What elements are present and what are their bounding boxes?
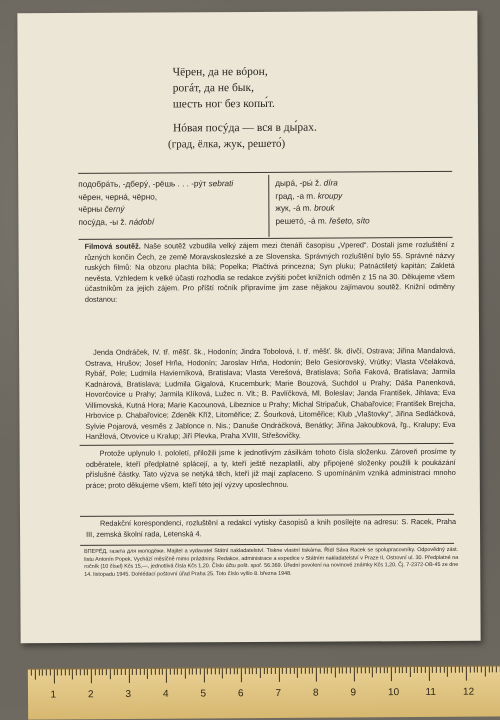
ruler-number: 5 xyxy=(200,688,206,699)
ruler-tick xyxy=(455,667,456,673)
ruler-tick xyxy=(477,667,478,673)
ruler-tick xyxy=(166,669,167,683)
vocab-entry: чёрен, чернá, чёрно, xyxy=(78,191,233,204)
ruler-tick xyxy=(282,668,283,674)
ruler-tick xyxy=(72,669,73,679)
ruler-tick xyxy=(125,669,126,675)
ruler-tick xyxy=(132,669,133,675)
ruler-tick xyxy=(91,669,92,683)
vocab-entry: дырá, -ры́ ž. díra xyxy=(275,177,369,190)
ruler-tick xyxy=(95,669,96,675)
ruler-number: 12 xyxy=(463,687,474,698)
ruler-tick xyxy=(110,669,111,679)
ruler-tick xyxy=(380,667,381,673)
ruler-tick xyxy=(113,669,114,675)
ruler-tick xyxy=(170,669,171,675)
ruler-tick xyxy=(357,667,358,673)
vocab-entry: подобрáть, -дберý, -рёшь . . . -рýт sebrati xyxy=(78,178,233,191)
ruler-tick xyxy=(473,667,474,673)
ruler-tick xyxy=(320,668,321,674)
ruler-tick xyxy=(421,667,422,673)
ruler-tick xyxy=(241,668,242,682)
ruler-tick xyxy=(290,668,291,674)
ruler-tick xyxy=(128,669,129,683)
ruler-tick xyxy=(256,668,257,674)
redaction-address: Redakční korespondenci, rozluštění a redakcí vytisky časopisů a knih posílejte na adresu: S. Racek, Praha III, zemská školní rada, Letenská 4. xyxy=(86,517,456,540)
ruler-tick xyxy=(338,668,339,674)
vocabulary-right xyxy=(275,177,370,227)
ruler-number: 8 xyxy=(313,688,319,699)
ruler-tick xyxy=(440,667,441,673)
ruler-tick xyxy=(278,668,279,682)
ruler-tick xyxy=(462,667,463,673)
ruler-tick xyxy=(65,669,66,675)
riddle-answers: (град, ёлка, жук, решето́) xyxy=(168,136,317,153)
ruler-tick xyxy=(76,669,77,675)
ruler-tick xyxy=(286,668,287,674)
ruler-tick xyxy=(488,666,489,672)
ruler-tick xyxy=(447,667,448,677)
ruler-tick xyxy=(173,669,174,675)
ruler-tick xyxy=(106,669,107,675)
ruler-tick xyxy=(230,668,231,674)
ruler-number: 3 xyxy=(125,689,131,700)
ruler-tick xyxy=(98,669,99,675)
ruler-tick xyxy=(395,667,396,673)
vocab-entry: жук, -á m. brouk xyxy=(275,202,369,215)
ruler-tick xyxy=(327,668,328,674)
ruler-tick xyxy=(466,667,467,681)
ruler-tick xyxy=(335,668,336,678)
ruler-tick xyxy=(53,669,54,683)
ruler-tick xyxy=(391,667,392,681)
ruler-number: 2 xyxy=(88,689,94,700)
ruler-tick xyxy=(87,669,88,675)
ruler-tick xyxy=(38,670,39,676)
contest-announcement xyxy=(85,240,455,305)
ruler-tick xyxy=(140,669,141,675)
ruler-tick xyxy=(263,668,264,674)
ruler-tick xyxy=(245,668,246,674)
ruler-number: 1 xyxy=(50,689,56,700)
ruler-tick xyxy=(372,667,373,677)
ruler-tick xyxy=(233,668,234,674)
ruler-tick xyxy=(271,668,272,674)
divider xyxy=(80,443,454,446)
ruler-tick xyxy=(42,670,43,676)
ruler-tick xyxy=(188,669,189,675)
ruler-tick xyxy=(323,668,324,674)
ruler-tick xyxy=(211,668,212,674)
ruler-number: 11 xyxy=(425,687,435,698)
ruler-tick xyxy=(218,668,219,674)
ruler-tick xyxy=(136,669,137,675)
ruler-tick xyxy=(316,668,317,682)
ruler-tick xyxy=(196,668,197,674)
ruler-tick xyxy=(305,668,306,674)
ruler-tick xyxy=(252,668,253,674)
vocab-entry: решетó, -á m. řešeto, síto xyxy=(275,215,369,228)
ruler-tick xyxy=(346,667,347,673)
ruler-tick xyxy=(425,667,426,673)
ruler-tick xyxy=(301,668,302,674)
contest-intro: Naše soutěž vzbudila velký zájem mezi čtenáři časopisu „Vpered“. Dostali jsme rozluštění z různých končin Čech, ze země Moravskoslezské a ze Slovenska. Správných rozluštění bylo 55. Správné názvy ruských filmů: Na obzoru plachta bílá; Popelka; Plačtivá princezna; Syn pluku; Patnáctiletý kapitán; Zakletá nevěsta. Vzhledem k velké účasti rozhodla se redakce zvýšiti počet knižních odměn z 15 na 30. Děkujeme všem účastníkům za jejich zájem. Pro příští ročník připravíme jim zase nějakou zajímavou soutěž. Knižní odměny dostanou: xyxy=(85,240,455,304)
ruler-tick xyxy=(428,667,429,681)
ruler-tick xyxy=(267,668,268,674)
ruler-tick xyxy=(308,668,309,674)
ruler-tick xyxy=(203,668,204,682)
ruler-tick xyxy=(350,667,351,673)
ruler-tick xyxy=(417,667,418,673)
magazine-page xyxy=(17,11,480,643)
ruler-tick xyxy=(485,666,486,676)
ruler-tick xyxy=(155,669,156,675)
vocab-separator xyxy=(268,175,269,237)
measuring-ruler xyxy=(28,665,500,719)
ruler-number: 6 xyxy=(238,688,244,699)
divider xyxy=(80,543,454,546)
ruler-tick xyxy=(398,667,399,673)
ruler-tick xyxy=(275,668,276,674)
ruler-tick xyxy=(492,666,493,672)
ruler-tick xyxy=(260,668,261,678)
ruler-tick xyxy=(481,667,482,673)
ruler-tick xyxy=(147,669,148,679)
ruler-tick xyxy=(31,670,32,676)
ruler-tick xyxy=(83,669,84,675)
contest-heading: Filmová soutěž. xyxy=(85,242,141,251)
ruler-tick xyxy=(383,667,384,673)
ruler-tick xyxy=(248,668,249,674)
ruler-tick xyxy=(158,669,159,675)
ruler-number: 4 xyxy=(163,689,169,700)
ruler-tick xyxy=(361,667,362,673)
ruler-tick xyxy=(80,669,81,675)
ruler-tick xyxy=(365,667,366,673)
ruler-tick xyxy=(200,668,201,674)
ruler-tick xyxy=(57,669,58,675)
subscription-notice: Protože uplynulo I. pololetí, přiložili jsme k jednotlivým zásilkám tohoto čísla složenku. Zároveň prosíme ty odběratele, kteří předplatné splácejí, a ty, kteří ještě nezaplatili, aby připojené složenky použili k poukázání příslušné částky. Tato výzva se netýká těch, kteří již mají zaplaceno. S upomínáním vzniká administraci mnoho práce; proto děkujeme všem, kteří této její výzvy uposlechnou. xyxy=(86,447,456,491)
ruler-tick xyxy=(143,669,144,675)
ruler-tick xyxy=(222,668,223,678)
ruler-tick xyxy=(46,670,47,676)
contest-winners: Jenda Ondráček, IV. tř. měšť. šk., Hodonín; Jindra Tobolová, I. tř. měšť. šk. dívčí, Ostrava; Jiřina Mandalová, Ostrava, Hrušov; Josef Hrňa, Hodonín; Jaroslav Hrňa, Hodonín; Belo Gesiorovský, Vrútky; Vlasta Včeláková, Rybář, Pole; Ludmila Havierníková, Bratislava; Vlasta Verešová, Bratislava; Soňa Faková, Bratislava; Jarmila Kadnárová, Bratislava; Ludmila Gigalová, Krucemburk; Marie Bouzová, Suchdol u Prahy; Dáša Panenková, Hovorčovice u Prahy; Jarmila Klíková, Lužec n. Vlt.; B. Pavlíčková, Ml. Boleslav; Janda František, Jihlava; Eva Villimovská, Kutná Hora; Marie Kacounová, Libeznice u Prahy; Michal Stripačuk, Chabařovice; František Brejcha, Hrbovice p. Chabařovice; Zdeněk Kříž, Litoměřice; Z. Šourková, Litoměřice; Klub „Vlaštovky“, Jiřina Sedláčková, Sylvie Pojarová, vesměs z Jablonce n. Nis.; Danuše Ondráčková, Benátky; Jiřina Jakoubková, řg., Kralupy; Eva Hanžlová, Otvovice u Kralup; Jiří Plevka, Praha XVIII, Střešovičky. xyxy=(85,346,455,443)
ruler-tick xyxy=(413,667,414,673)
riddle-verse xyxy=(173,64,317,153)
vocab-entry: посýда, -ы ž. nádobí xyxy=(78,216,233,229)
ruler-tick xyxy=(443,667,444,673)
verse-line: рогáт, да не бык, xyxy=(173,80,317,97)
ruler-tick xyxy=(410,667,411,677)
vocab-entry: чёрны černý xyxy=(78,203,233,216)
ruler-tick xyxy=(368,667,369,673)
ruler-tick xyxy=(293,668,294,674)
ruler-tick xyxy=(162,669,163,675)
ruler-tick xyxy=(436,667,437,673)
ruler-tick xyxy=(496,666,497,672)
verse-line: Нóвая посýда — вся в ды́рах. xyxy=(173,120,317,137)
ruler-tick xyxy=(451,667,452,673)
ruler-tick xyxy=(192,669,193,675)
ruler-tick xyxy=(376,667,377,673)
ruler-tick xyxy=(185,669,186,679)
publication-imprint: ВПЕРЁД, газета для молодёжи. Majitel a vydavatel Státní nakladatelství. Tiskne vlastní tiskárna. Řídí Sáva Racek se spolupracovníky. Odpovědný zást. listu Antonín Popek. Vychází měsíčně mimo prázdniny. Redakce, administrace a expedice v Státním nakladatelství v Praze II, Ostrovní ul. 30. Předplatné na ročník (10 čísel) Kčs 15,—, jednotlivá čísla Kčs 1,20. Číslo účtu pošt. spoř. 56.369. Úřední povolení na novinové známky Kčs 1,20, Čj. 7-2372-OB-45 ze dne 14. listopadu 1945. Dohlédací poštovní úřad Praha 25. Toto číslo vyšlo 8. března 1948. xyxy=(84,547,458,579)
verse-line: Чёрен, да не вóрон, xyxy=(173,64,317,81)
ruler-tick xyxy=(458,667,459,673)
ruler-tick xyxy=(177,669,178,675)
ruler-tick xyxy=(226,668,227,674)
divider xyxy=(78,171,452,174)
ruler-tick xyxy=(237,668,238,674)
ruler-tick xyxy=(215,668,216,674)
ruler-tick xyxy=(387,667,388,673)
ruler-tick xyxy=(432,667,433,673)
ruler-tick xyxy=(297,668,298,678)
ruler-tick xyxy=(312,668,313,674)
ruler-tick xyxy=(121,669,122,675)
verse-line: шесть ног без копы́т. xyxy=(173,96,317,113)
ruler-tick xyxy=(68,669,69,675)
vocabulary-left xyxy=(78,178,233,229)
ruler-tick xyxy=(50,670,51,676)
ruler-tick xyxy=(207,668,208,674)
ruler-tick xyxy=(35,670,36,680)
ruler-tick xyxy=(342,667,343,673)
ruler-tick xyxy=(181,669,182,675)
ruler-tick xyxy=(151,669,152,675)
vocab-entry: град, -а m. kroupy xyxy=(275,190,369,203)
ruler-number: 7 xyxy=(275,688,281,699)
ruler-tick xyxy=(331,668,332,674)
ruler-tick xyxy=(353,667,354,681)
ruler-number: 9 xyxy=(350,687,356,698)
ruler-tick xyxy=(406,667,407,673)
ruler-tick xyxy=(470,667,471,673)
ruler-tick xyxy=(102,669,103,675)
ruler-number: 10 xyxy=(388,687,399,698)
ruler-tick xyxy=(402,667,403,673)
ruler-tick xyxy=(117,669,118,675)
ruler-tick xyxy=(61,669,62,675)
